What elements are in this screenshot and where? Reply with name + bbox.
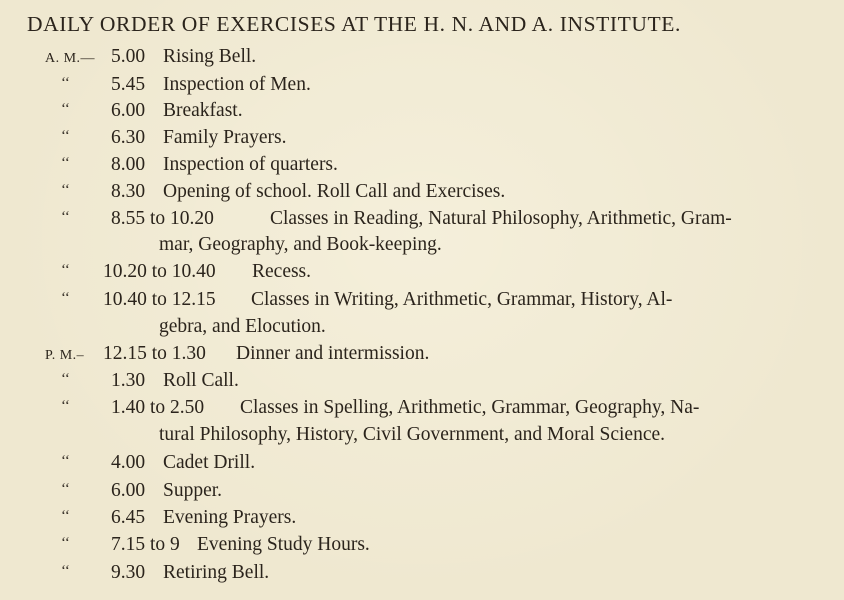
page-title: DAILY ORDER OF EXERCISES AT THE H. N. AND A. INSTITUTE. xyxy=(27,12,681,36)
am-label: A. M.— xyxy=(45,51,96,66)
ditto-mark: ‘‘ xyxy=(61,453,70,469)
ditto-mark: ‘‘ xyxy=(61,75,70,91)
ditto-mark: ‘‘ xyxy=(61,481,70,497)
schedule-time: 12.15 to 1.30 xyxy=(103,343,206,364)
schedule-time: 6.45 xyxy=(111,507,146,528)
schedule-text: Inspection of Men. xyxy=(163,74,311,95)
schedule-time: 8.00 xyxy=(111,154,146,175)
schedule-text-continued: gebra, and Elocution. xyxy=(159,316,326,337)
schedule-text: Family Prayers. xyxy=(163,127,287,148)
schedule-time: 5.00 xyxy=(111,46,146,67)
schedule-time: 7.15 to 9 xyxy=(111,534,180,555)
schedule-text: Classes in Reading, Natural Philosophy, Arithmetic, Gram- xyxy=(270,208,732,229)
ditto-mark: ‘‘ xyxy=(61,262,70,278)
ditto-mark: ‘‘ xyxy=(61,209,70,225)
ditto-mark: ‘‘ xyxy=(61,508,70,524)
ditto-mark: ‘‘ xyxy=(61,182,70,198)
ditto-mark: ‘‘ xyxy=(61,563,70,579)
schedule-time: 8.55 to 10.20 xyxy=(111,208,214,229)
schedule-time: 4.00 xyxy=(111,452,146,473)
schedule-time: 9.30 xyxy=(111,562,146,583)
schedule-text: Evening Study Hours. xyxy=(197,534,370,555)
ditto-mark: ‘‘ xyxy=(61,155,70,171)
schedule-time: 1.40 to 2.50 xyxy=(111,397,205,418)
schedule-text: Evening Prayers. xyxy=(163,507,297,528)
ditto-mark: ‘‘ xyxy=(61,290,70,306)
schedule-text: Roll Call. xyxy=(163,370,239,391)
schedule-text: Dinner and intermission. xyxy=(236,343,430,364)
schedule-text: Retiring Bell. xyxy=(163,562,270,583)
schedule-text: Recess. xyxy=(252,261,312,282)
schedule-time: 10.40 to 12.15 xyxy=(103,289,216,310)
schedule-time: 6.00 xyxy=(111,100,146,121)
schedule-text-continued: mar, Geography, and Book-keeping. xyxy=(159,234,442,255)
schedule-text: Classes in Spelling, Arithmetic, Grammar, Geography, Na- xyxy=(240,397,700,418)
schedule-text: Rising Bell. xyxy=(163,46,257,67)
ditto-mark: ‘‘ xyxy=(61,371,70,387)
schedule-text: Breakfast. xyxy=(163,100,243,121)
schedule-text: Opening of school. Roll Call and Exercises. xyxy=(163,181,506,202)
ditto-mark: ‘‘ xyxy=(61,398,70,414)
ditto-mark: ‘‘ xyxy=(61,535,70,551)
schedule-time: 10.20 to 10.40 xyxy=(103,261,216,282)
schedule-time: 5.45 xyxy=(111,74,146,95)
ditto-mark: ‘‘ xyxy=(61,101,70,117)
schedule-text-continued: tural Philosophy, History, Civil Government, and Moral Science. xyxy=(159,424,666,445)
schedule-time: 8.30 xyxy=(111,181,146,202)
schedule-text: Classes in Writing, Arithmetic, Grammar, History, Al- xyxy=(251,289,673,310)
schedule-text: Cadet Drill. xyxy=(163,452,256,473)
schedule-time: 1.30 xyxy=(111,370,146,391)
pm-label: P. M.– xyxy=(45,348,85,363)
ditto-mark: ‘‘ xyxy=(61,128,70,144)
schedule-time: 6.30 xyxy=(111,127,146,148)
schedule-text: Supper. xyxy=(163,480,223,501)
schedule-time: 6.00 xyxy=(111,480,146,501)
schedule-text: Inspection of quarters. xyxy=(163,154,338,175)
